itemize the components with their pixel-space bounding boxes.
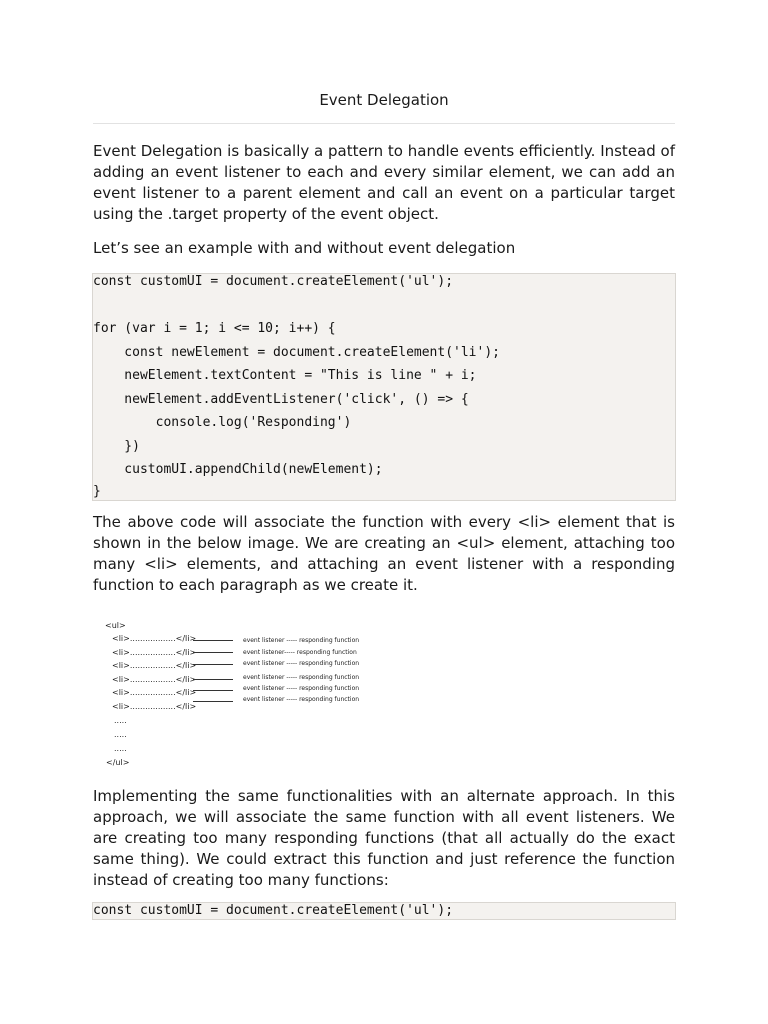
listener-label: event listener ----- responding function — [243, 685, 360, 692]
page-title: Event Delegation — [319, 91, 449, 109]
code-line: const customUI = document.createElement('ul'); — [93, 274, 454, 289]
ul-open-tag: <ul> — [105, 621, 126, 630]
connector-line — [193, 664, 233, 665]
connector-line — [193, 690, 233, 691]
connector-line — [193, 640, 233, 641]
title-divider — [93, 123, 675, 124]
listener-label: event listener----- responding function — [243, 649, 357, 656]
code-block-1 — [92, 273, 676, 501]
code-line: newElement.addEventListener('click', () => { — [93, 392, 469, 407]
code-line: const newElement = document.createElement('li'); — [93, 345, 500, 360]
listener-label: event listener ----- responding function — [243, 637, 360, 644]
li-item: <li>..................</li> — [112, 702, 197, 711]
example-paragraph: Let’s see an example with and without event delegation — [93, 239, 516, 257]
connector-line — [193, 652, 233, 653]
ellipsis: ..... — [114, 716, 127, 725]
code-line: for (var i = 1; i <= 10; i++) { — [93, 321, 336, 336]
code-line: customUI.appendChild(newElement); — [93, 462, 383, 477]
code-line: newElement.textContent = "This is line " + i; — [93, 368, 477, 383]
li-item: <li>..................</li> — [112, 688, 197, 697]
listener-label: event listener ----- responding function — [243, 674, 360, 681]
code-line: const customUI = document.createElement('ul'); — [93, 903, 454, 918]
li-item: <li>..................</li> — [112, 661, 197, 670]
code-line: } — [93, 484, 101, 499]
ellipsis: ..... — [114, 730, 127, 739]
intro-paragraph: Event Delegation is basically a pattern to handle events efficiently. Instead of adding an event listener to each and every similar element, we can add an event listener to a parent element and call an event on a particular target using the .target property of the event object. — [93, 142, 675, 223]
li-item: <li>..................</li> — [112, 675, 197, 684]
code-line: console.log('Responding') — [93, 415, 352, 430]
code-block-2 — [92, 902, 676, 920]
code-line: }) — [93, 439, 140, 454]
ul-close-tag: </ul> — [106, 758, 130, 767]
explanation-paragraph: The above code will associate the function with every <li> element that is shown in the below image. We are creating an <ul> element, attaching too many <li> elements, and attaching an event listener with a responding function to each paragraph as we create it. — [93, 513, 675, 594]
li-item: <li>..................</li> — [112, 648, 197, 657]
connector-line — [193, 701, 233, 702]
listener-label: event listener ----- responding function — [243, 660, 360, 667]
event-listener-diagram — [95, 604, 365, 774]
connector-line — [193, 679, 233, 680]
ellipsis: ..... — [114, 744, 127, 753]
listener-label: event listener ----- responding function — [243, 696, 360, 703]
li-item: <li>..................</li> — [112, 634, 197, 643]
alternate-paragraph: Implementing the same functionalities with an alternate approach. In this approach, we will associate the same function with all event listeners. We are creating too many responding functions (that all actually do the exact same thing). We could extract this function and just reference the function instead of creating too many functions: — [93, 787, 675, 889]
